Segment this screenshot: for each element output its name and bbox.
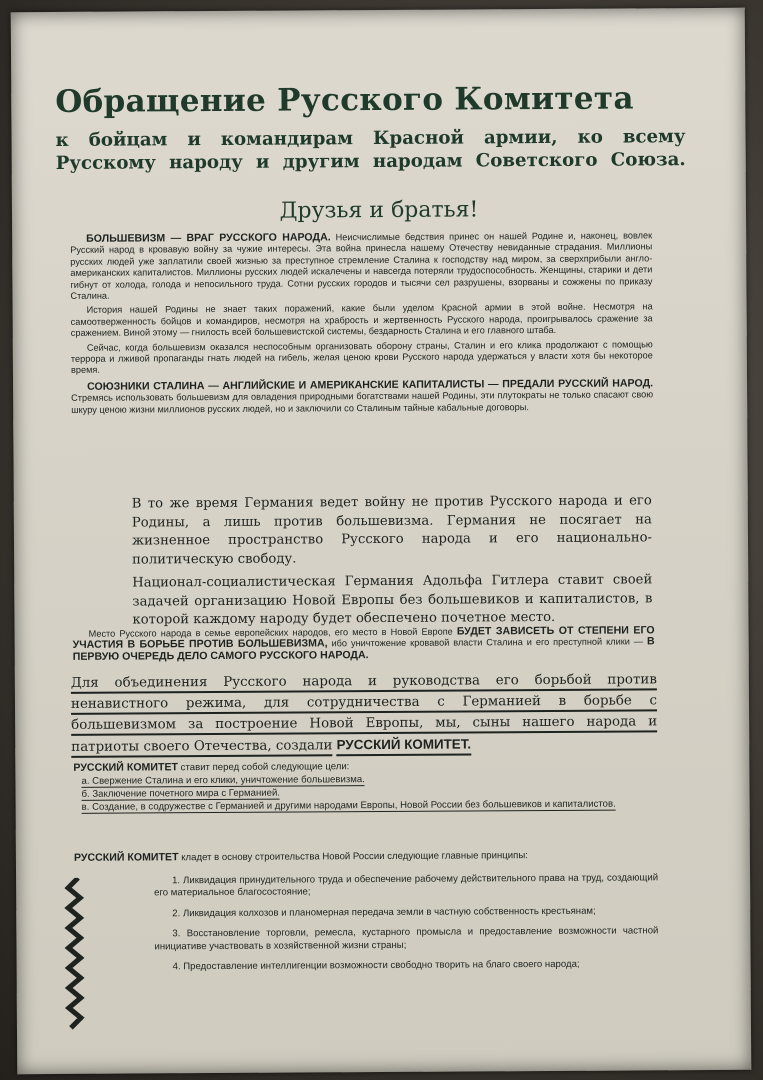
- paragraph-text: Неисчислимые бедствия принес он нашей Родине и, наконец, вовлек Русский народ в кровавую войну за чужие интересы. Эта война принесла нашему Отечеству невиданные страдания. Миллионы русских людей уже заплатили своей жизнью за преступное стремление Сталина к господству над миром, за сверхприбыли англо-американских капиталистов. Миллионы русских людей искалечены и навсегда потеряли трудоспособность. Женщины, старики и дети гибнут от холода, голода и непосильного труда. Сотни русских городов и тысячи сел разрушены, взорваны и сожжены по приказу Сталина.: [70, 230, 653, 301]
- committee-name: РУССКИЙ КОМИТЕТ: [73, 851, 179, 864]
- body-section-1: [70, 230, 653, 416]
- goals-list: [73, 758, 657, 814]
- highlight-block: [132, 492, 653, 630]
- subtitle-line: Русскому народу и другим народам Советского Союза.: [55, 149, 686, 174]
- paragraph: Сейчас, когда большевизм оказался неспособным организовать оборону страны, Сталин и его клика продолжают с помощью террора и лживой пропаганды гнать людей на гибель, желая ценою крови Русского народа удержаться у власти хотя бы некоторое время.: [70, 338, 653, 376]
- highlight-paragraph: Национал-социалистическая Германия Адольфа Гитлера ставит своей задачей организацию Новой Европы без большевиков и капиталистов, в которой каждому народу будет обеспечено почетное место.: [132, 572, 653, 628]
- body-section-2: [73, 625, 655, 663]
- section-lead: БОЛЬШЕВИЗМ — ВРАГ РУССКОГО НАРОДА.: [86, 231, 331, 245]
- highlight-paragraph: В то же время Германия ведет войну не против Русского народа и его Родины, а лишь против большевизма. Германия не посягает на жизненное пространство Русского народа и его национально-политическую свободу.: [131, 493, 653, 568]
- principle-item: 2. Ликвидация колхозов и планомерная передача земли в частную собственность крестьянам;: [172, 905, 596, 919]
- principle-item: 1. Ликвидация принудительного труда и обеспечение рабочему действительного права на труд, создающий его материальное благосостояние;: [154, 871, 659, 899]
- principles-list: [74, 848, 659, 982]
- subtitle-line: к бойцам и командирам Красной армии, ко всему: [55, 126, 686, 151]
- paragraph: [71, 378, 653, 416]
- paragraph-text: Стремясь использовать большевизм для овладения природными богатствами нашей Родины, эти плутократы не только спасают свою шкуру ценою жизни миллионов русских людей, но и заключили со Сталиным тайные кабальные договоры.: [71, 389, 654, 415]
- underlined-bold-wrap: [337, 737, 472, 756]
- paragraph: [73, 625, 655, 663]
- document-subtitle: [55, 125, 685, 175]
- goal-item: [82, 797, 658, 814]
- goal-text: б. Заключение почетного мира с Германией.: [81, 787, 280, 800]
- goal-text: в. Создание, в содружестве с Германией и другими народами Европы, Новой России без большевиков и капиталистов.: [81, 798, 616, 813]
- principle-item: 4. Предоставление интеллигенции возможности свободно творить на благо своего народа;: [172, 958, 580, 973]
- principle-item: 3. Восстановление торговли, ремесла, кустарного промысла и предоставление возможности частной инициативе участвовать в хозяйственной жизни страны;: [154, 925, 659, 952]
- principles-lead: [74, 848, 658, 865]
- caps-text: БУДЕТ ЗАВИСЕТЬ ОТ СТЕПЕНИ ЕГО УЧАСТИЯ В БОРЬБЕ ПРОТИВ БОЛЬШЕВИЗМА,: [72, 624, 655, 652]
- underlined-declaration: [71, 669, 658, 758]
- paragraph-text: ибо уничтожение кровавой власти Сталина и его преступной клики —: [331, 636, 644, 649]
- principles-items: [154, 872, 659, 974]
- leaflet-sheet: [11, 8, 751, 1074]
- goals-lead-text: ставит перед собой следующие цели:: [180, 761, 350, 774]
- underlined-text: Для объединения Русского народа и руководства его борьбой против ненавистного режима, для сотрудничества с Германией в борьбе с большевизмом за построение Новой Европы, мы, сыны нашего народа и патриоты своего Отечества, создали: [71, 672, 657, 758]
- caps-text: В ПЕРВУЮ ОЧЕРЕДЬ ДЕЛО САМОГО РУССКОГО НАРОДА.: [72, 635, 655, 663]
- document-title: Обращение Русского Комитета: [55, 80, 634, 120]
- goal-text: а. Свержение Сталина и его клики, уничтожение большевизма.: [81, 774, 365, 787]
- paragraph-text: Место Русского народа в семье европейских народов, его место в Новой Европе: [88, 626, 453, 639]
- committee-name: РУССКИЙ КОМИТЕТ.: [336, 736, 472, 753]
- principles-lead-text: кладет в основу строительства Новой России следующие главные принципы:: [181, 850, 528, 864]
- paragraph: История нашей Родины не знает таких поражений, какие были уделом Красной армии в этой войне. Несмотря на самоотверженность бойцов и командиров, несмотря на храбрость и жертвенность Русского народа, проигрывалось сражение за сражением. Виной этому — гнилость всей большевистской системы, бездарность Сталина и его главного штаба.: [70, 301, 653, 339]
- greeting-heading: Друзья и братья!: [279, 197, 479, 224]
- section-lead: СОЮЗНИКИ СТАЛИНА — АНГЛИЙСКИЕ И АМЕРИКАНСКИЕ КАПИТАЛИСТЫ — ПРЕДАЛИ РУССКИЙ НАРОД.: [87, 377, 654, 393]
- paragraph: [70, 230, 652, 302]
- committee-name: РУССКИЙ КОМИТЕТ: [73, 761, 179, 774]
